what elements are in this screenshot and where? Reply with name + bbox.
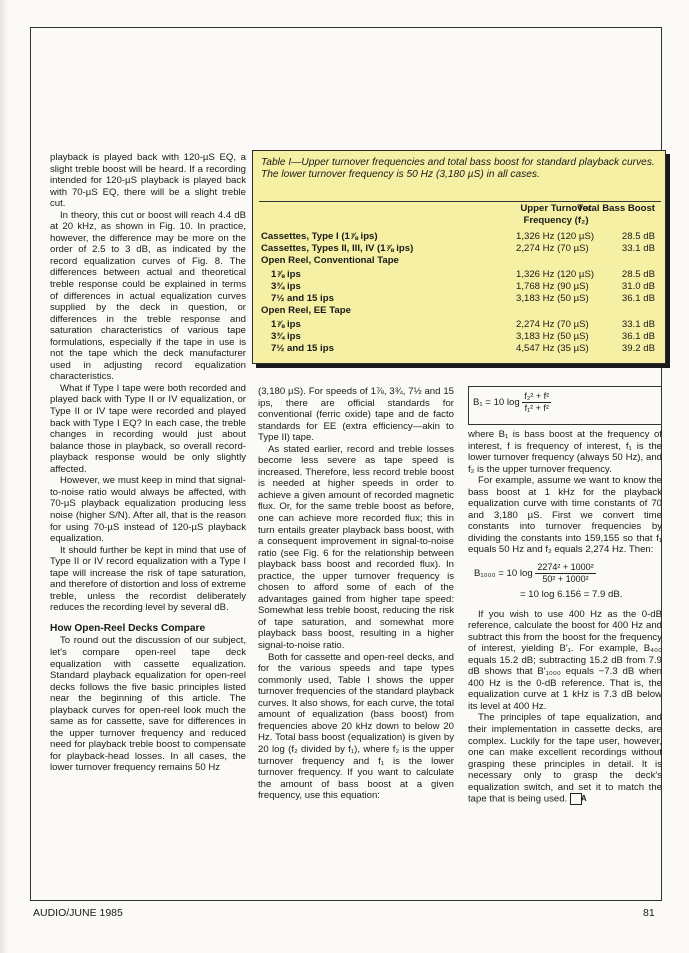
table-row [261,293,659,305]
section-heading: How Open-Reel Decks Compare [50,622,206,634]
table-row [261,255,659,267]
page-number: 81 [643,907,655,919]
equation-denominator: f₁² + f² [524,403,549,413]
table-row [261,305,659,317]
paragraph: However, we must keep in mind that signal-to-noise ratio would always be affected, with 70-µS playback equalization producing less noise (higher S/N). After all, that is the reason for using 70-µS instead of 120-µS playback equalization. [50,475,246,545]
paragraph: where B₁ is bass boost at the frequency of interest, f is frequency of interest, f₁ is the lower turnover frequency (always 50 Hz), and f₂ is the upper turnover frequency. [468,429,662,475]
equation-lhs: B₁ = 10 log [473,397,520,409]
table-header-frequency: Upper Turnover Frequency (f₂) [520,203,592,226]
equation-numerator: 2274² + 1000² [537,562,594,573]
table-cell-frequency: 3,183 Hz (50 µS) [516,331,589,342]
table-cell-boost: 36.1 dB [621,331,655,342]
table-cell-frequency: 1,326 Hz (120 µS) [516,231,595,242]
table-cell-boost: 36.1 dB [621,293,655,304]
paragraph: (3,180 µS). For speeds of 1⅞, 3¾, 7½ and 15 ips, there are official standards for conventional (ferric oxide) tape and de facto standards for EE (extra efficiency—akin to Type II) tape. [258,386,454,444]
table-row [261,331,659,343]
table-caption: Table I—Upper turnover frequencies and total bass boost for standard playback curves. The lower turnover frequency is 50 Hz (3,180 µS) in all cases. [261,157,655,180]
table-row [261,243,659,255]
table-cell-boost: 28.5 dB [621,231,655,242]
table-cell-label: Open Reel, EE Tape [261,305,351,316]
equation-fraction [535,562,595,585]
equation-example [474,562,662,585]
table-cell-boost: 33.1 dB [621,319,655,330]
table-cell-label: Cassettes, Types II, III, IV (1⅞ ips) [261,243,414,254]
table-cell-frequency: 2,274 Hz (70 µS) [516,243,589,254]
table-row [261,343,659,355]
table-cell-frequency: 1,326 Hz (120 µS) [516,269,595,280]
paragraph: As stated earlier, record and treble losses become less severe as tape speed is increased. Therefore, less record treble boost is needed at higher speeds in order to achieve a given amount of recorded magnetic flux. Or, for the same treble boost as before, one can achieve more recorded flux; this in turn entails greater playback bass boost, with a consequent improvement in signal-to-noise ratio (see Fig. 6 for the relationship between playback bass boost and recorded flux). In practice, the upper turnover frequency is chosen to afford some of each of the advantages gained from higher tape speed: Somewhat less treble boost, reducing the risk of tape saturation, and somewhat more playback bass boost, resulting in a higher signal-to-noise ratio. [258,443,454,652]
table-cell-boost: 31.0 dB [621,281,655,292]
table-cell-boost: 33.1 dB [621,243,655,254]
table-cell-label: 1⅞ ips [271,269,301,280]
footer-publication: AUDIO/JUNE 1985 [33,907,123,919]
column-right [468,386,662,892]
column-left [50,152,246,892]
paragraph: To round out the discussion of our subject, let's compare open-reel tape deck equalization with cassette equalization. Standard playback equalization for open-reel decks follows the five basic principles listed near the beginning of this article. The playback curves for open-reel look much the same as for cassette, save for differences in the upper turnover frequency and reduced need for playback treble boost to compensate for playback-head losses. In all cases, the lower turnover frequency remains 50 Hz [50,635,246,774]
page-seam [0,0,8,953]
table-rule [259,201,661,202]
paragraph: What if Type I tape were both recorded and played back with Type II or IV equalization, or Type II or IV tape were recorded and played back with Type I EQ? In each case, the treble changes in recording would just about balance those in playback, so overall record-playback response would be only slightly affected. [50,382,246,475]
paragraph [468,712,662,805]
equation-denominator: 50² + 1000² [542,574,589,585]
table-cell-frequency: 3,183 Hz (50 µS) [516,293,589,304]
column-middle [258,386,454,892]
table-cell-frequency: 1,768 Hz (90 µS) [516,281,589,292]
table-cell-frequency: 4,547 Hz (35 µS) [516,343,589,354]
table-header-boost: Total Bass Boost [577,203,655,214]
paragraph: Both for cassette and open-reel decks, and for the various speeds and tape types commonly used, Table I shows the upper turnover frequencies of the standard playback curves. It also shows, for each curve, the total amount of equalization (bass boost) from frequencies above 20 kHz down to below 20 Hz. Total bass boost (equalization) is given by 20 log (f₂ divided by f₁), where f₂ is the upper turnover frequency and f₁ is the lower turnover frequency. If you want to calculate the amount of bass boost at a given frequency, use this equation: [258,651,454,802]
end-mark-icon: A [570,793,582,805]
table-cell-label: 3¾ ips [271,281,301,292]
table-cell-label: Cassettes, Type I (1⅞ ips) [261,231,378,242]
table-row [261,319,659,331]
table-row [261,231,659,243]
paragraph: If you wish to use 400 Hz as the 0-dB reference, calculate the boost for 400 Hz and subtract this from the boost for the frequency of interest, yielding B'₁. For example, B₄₀₀ equals 15.2 dB; subtracting 15.2 dB from 7.9 dB shows that B'₁₀₀₀ equals −7.3 dB when 400 Hz is the 0-dB reference. That is, the equalization curve at 1 kHz is 7.3 dB below its level at 400 Hz. [468,608,662,712]
table-cell-label: 7½ and 15 ips [271,343,334,354]
equation-result: = 10 log 6.156 = 7.9 dB. [520,589,623,601]
table-cell-label: 3¾ ips [271,331,301,342]
equation-numerator: f₂² + f² [524,391,550,401]
table-cell-boost: 39.2 dB [621,343,655,354]
paragraph: It should further be kept in mind that use of Type II or IV record equalization with a Type I tape will increase the risk of tape saturation, and therefore of distortion and loss of extreme treble, unless the recordist deliberately reduces the recording level by several dB. [50,544,246,614]
equation-bass-boost [468,386,662,425]
paragraph: playback is played back with 120-µS EQ, a slight treble boost will be heard. If a recording intended for 120-µS playback is played back with 70-µS EQ, there will be a slight treble cut. [50,152,246,210]
table-row [261,269,659,281]
table-row [261,281,659,293]
table-cell-label: 7½ and 15 ips [271,293,334,304]
table-cell-frequency: 2,274 Hz (70 µS) [516,319,589,330]
table-cell-label: 1⅞ ips [271,319,301,330]
table-1 [252,150,666,364]
table-cell-boost: 28.5 dB [621,269,655,280]
equation-fraction [522,391,551,414]
paragraph: For example, assume we want to know the bass boost at 1 kHz for the playback equalization curve with time constants of 70 and 3,180 µS. First we convert time constants into turnover frequencies by dividing the constants into 159,155 so that f₁ equals 50 Hz and f₂ equals 2,274 Hz. Then: [468,475,662,556]
table-cell-label: Open Reel, Conventional Tape [261,255,399,266]
paragraph: In theory, this cut or boost will reach 4.4 dB at 20 kHz, as shown in Fig. 10. In practice, however, the difference may be more on the order of 2.5 to 3 dB, as indicated by the record equalization curves of Fig. 8. The differences between actual and theoretical treble response could be explained in terms of differences in actual equalization curves supplied by the deck in question, or differences in the treble response and saturation characteristics of various tape formulations, especially if the tape in use is not the tape which the deck manufacturer used in adjusting record equalization characteristics. [50,209,246,383]
paragraph-text: The principles of tape equalization, and their implementation in cassette decks, are complex. Luckily for the tape user, however, one can make excellent recordings without grasping these principles in detail. It is necessary only to grasp the deck's equalization switch, and set it to match the tape that is being used. [468,712,662,805]
equation-lhs: B₁₀₀₀ = 10 log [474,568,533,580]
